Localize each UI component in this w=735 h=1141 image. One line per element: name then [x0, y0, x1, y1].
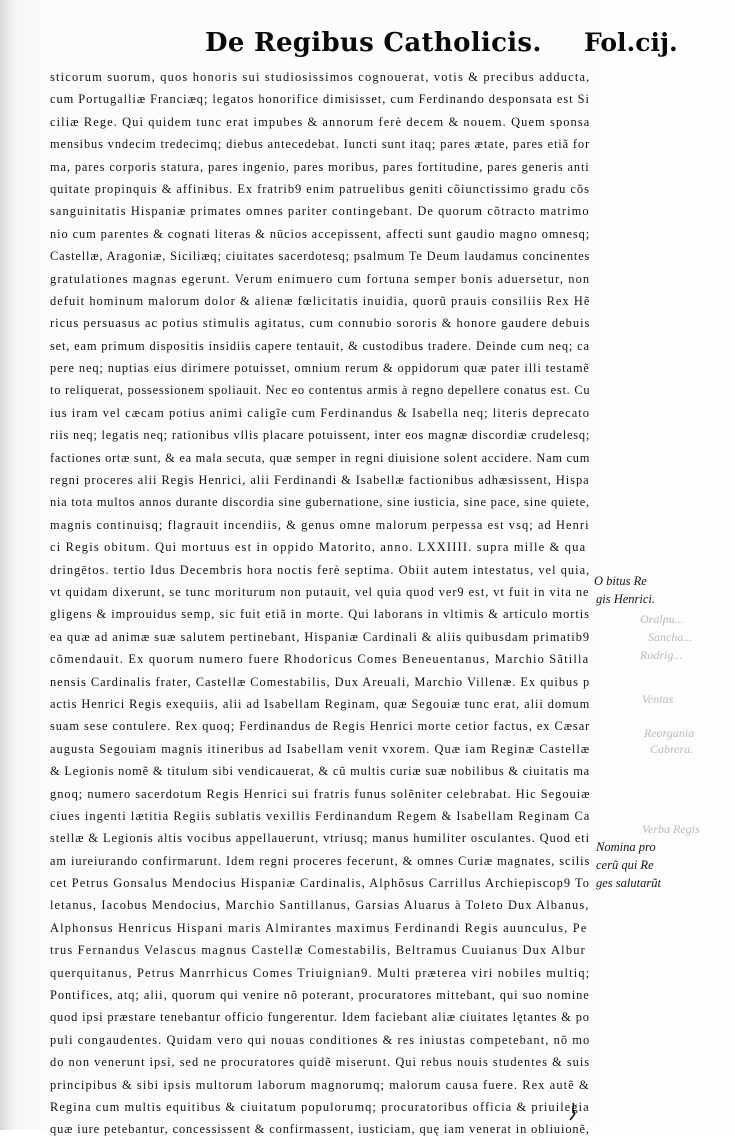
- ink-mark-icon: [566, 1102, 580, 1122]
- text-line: Pontifices, atq; alii, quorum qui venire nõ poterant, procuratores mittebant, qui suo nomine: [50, 988, 590, 1003]
- folio-number: Fol.cij.: [584, 28, 678, 57]
- text-line: gratulationes magnas egerunt. Verum enimuero cum fortuna semper bonis aduersetur, non: [50, 271, 590, 286]
- text-line: ma, pares corporis statura, pares ingenio, pares moribus, pares fortitudine, pares generis anti: [50, 159, 590, 174]
- text-line: quitate propinquis & affinibus. Ex fratrib9 enim patruelibus geniti cõiunctissimo gradu cõs: [50, 181, 590, 196]
- text-line: set, eam primum dispositis insidiis capere tentauit, & custodibus tradere. Deinde cum neq; ca: [50, 338, 590, 353]
- text-line: mensibus vndecim tredecimq; diebus antecedebat. Iuncti sunt itaq; pares ætate, pares etiã for: [50, 137, 590, 152]
- text-line: Alphonsus Henricus Hispani maris Almirantes maximus Ferdinandi Regis auunculus, Pe: [50, 920, 588, 935]
- text-line: am iureiurando confirmarunt. Idem regni proceres fecerunt, & omnes Curiæ magnates, scilis: [50, 853, 590, 868]
- margin-note-obitus-2: gis Henrici.: [596, 592, 656, 606]
- text-line: to reliquerat, possessionem spoliauit. Nec eo contentus armis à regno depellere conatus est. Cu: [50, 383, 590, 398]
- text-line: augusta Segouiam magnis itineribus ad Isabellam venit vxorem. Quæ iam Reginæ Castellæ: [50, 741, 590, 756]
- text-line: & Legionis nomẽ & titulum sibi vendicauerat, & cũ multis curiæ suæ nobilibus & ciuitatis ma: [50, 764, 590, 779]
- text-line: riis neq; legatis neq; rationibus vllis placare potuissent, inter eos magnæ discordiæ crudelesq;: [50, 428, 590, 443]
- text-line: magnis continuisq; flagrauit incendiis, & genus omne malorum perpessa est vsq; ad Henri: [50, 517, 590, 532]
- bleed-note: Oralpu...: [640, 612, 684, 626]
- bleed-note: Rodrig...: [640, 648, 683, 662]
- bleed-note: Ventas: [642, 692, 674, 706]
- margin-note-obitus-1: O bitus Re: [594, 574, 647, 588]
- text-line: regni proceres alii Regis Henrici, alii Ferdinandi & Isabellæ factionibus adhæsissent, Hispa: [50, 473, 590, 488]
- text-line: dringētos. tertio Idus Decembris hora noctis ferè septima. Obiit autem intestatus, vel quia,: [50, 562, 590, 577]
- margin-note-nomina-2: cerũ qui Re: [596, 858, 654, 872]
- text-line: nia tota multos annos durante discordia sine gubernatione, sine iusticia, sine pace, sine quiete,: [50, 495, 590, 510]
- text-line: ci Regis obitum. Qui mortuus est in oppido Matorito, anno. LXXIIII. supra mille & qua: [50, 540, 587, 555]
- text-line: ciues ingenti lætitia Regiis sublatis vexillis Ferdinandum Regem & Isabellam Reginam Ca: [50, 808, 590, 823]
- text-line: factiones ortæ sunt, & ea mala secuta, quæ semper in regni diuisione solent accidere. Nam cum: [50, 450, 590, 465]
- text-line: sticorum suorum, quos honoris sui studiosissimos cognouerat, votis & precibus adducta,: [50, 70, 590, 84]
- text-line: ricus persuasus ac potius stimulis agitatus, cum connubio sororis & honore gaudere debuis: [50, 316, 590, 331]
- running-title: De Regibus Catholicis.: [205, 28, 542, 58]
- text-line: querquitanus, Petrus Manrrhicus Comes Triuignian9. Multi præterea viri nobiles multiq;: [50, 965, 590, 980]
- bleed-note: Sancha...: [648, 630, 693, 644]
- text-line: Regina cum multis equitibus & ciuitatum populorumq; procuratoribus officia & priuilegia: [50, 1099, 590, 1114]
- text-line: actis Henrici Regis exequiis, alii ad Isabellam Reginam, quæ Segouiæ tunc erat, alii domum: [50, 696, 590, 711]
- text-line: ius iram vel cæcam potius animi caligĩe cum Ferdinandus & Isabella neq; literis deprecato: [50, 405, 590, 420]
- text-line: cõmendauit. Ex quorum numero fuere Rhodoricus Comes Beneuentanus, Marchio Sãtilla: [50, 652, 590, 667]
- text-line: gligens & improuidus semp, sic fuit etiã in morte. Qui laborans in vltimis & articulo mortis: [50, 607, 590, 622]
- text-line: defuit hominum malorum dolor & alienæ fœlicitatis inuidia, quorũ prauis consiliis Rex Hẽ: [50, 293, 590, 308]
- bleed-note: Verba Regis: [642, 822, 700, 836]
- text-line: ea quæ ad animæ suæ salutem pertinebant, Hispaniæ Cardinali & aliis quibusdam primatib9: [50, 629, 590, 644]
- text-line: puli congaudentes. Quidam vero qui nouas conditiones & res iniustas competebant, nõ mo: [50, 1032, 590, 1047]
- margin-note-nomina-3: ges salutarũt: [596, 876, 661, 890]
- text-line: trus Fernandus Velascus magnus Castellæ Comestabilis, Beltramus Cuuianus Dux Albur: [50, 943, 586, 958]
- page-header: [0, 28, 735, 68]
- main-text-block: [50, 66, 590, 1141]
- text-line: do non venerunt ipsi, sed ne procuratores quidẽ miserunt. Qui rebus nouis studentes & suis: [50, 1055, 590, 1070]
- text-line: cet Petrus Gonsalus Mendocius Hispaniæ Cardinalis, Alphõsus Carrillus Archiepiscop9 To: [50, 876, 590, 891]
- text-line: cum Portugalliæ Franciæq; legatos honorifice dimisisset, cum Ferdinando desponsata est Si: [50, 92, 590, 107]
- text-line: sanguinitatis Hispaniæ primates omnes pariter contingebant. De quorum cõtracto matrimo: [50, 204, 590, 219]
- text-line: gnoq; numero sacerdotum Regis Henrici sui fratris funus solẽniter celebrabat. Hic Segouiæ: [50, 786, 590, 801]
- text-line: letanus, Iacobus Mendocius, Marchio Santillanus, Garsias Aluarus à Toleto Dux Albanus,: [50, 898, 590, 913]
- text-line: nio cum parentes & cognati literas & nūcios accepissent, affecti sunt gaudio magno omnesq;: [50, 226, 590, 241]
- margin-note-nomina-1: Nomina pro: [596, 840, 656, 854]
- text-line: quod ipsi præstare tenebantur officio fungerentur. Idem faciebant aliæ ciuitates lętantes & po: [50, 1010, 590, 1025]
- text-line: Castellæ, Aragoniæ, Siciliæq; ciuitates sacerdotesq; psalmum Te Deum laudamus concinentes: [50, 249, 590, 264]
- text-line: quæ iure petebantur, concessissent & confirmassent, iusticiam, quę iam venerat in obliuionẽ,: [50, 1122, 590, 1137]
- text-line: nensis Cardinalis frater, Castellæ Comestabilis, Dux Areuali, Marchio Villenæ. Ex quibus p: [50, 674, 590, 689]
- text-line: vt quidam dixerunt, se tunc moriturum non putauit, vel quia quod ver9 est, vt fuit in vita ne: [50, 584, 590, 599]
- text-line: pere neq; nuptias eius dirimere potuisset, omnium rerum & oppidorum quæ pater illi testamẽ: [50, 361, 590, 376]
- text-line: suam sese contulere. Rex quoq; Ferdinandus de Regis Henrici morte cetior factus, ex Cæsar: [50, 719, 590, 734]
- text-line: ciliæ Rege. Qui quidem tunc erat impubes & annorum ferè decem & nouem. Quem sponsa: [50, 114, 590, 129]
- bleed-note: Reorgania: [644, 726, 695, 740]
- text-line: stellæ & Legionis altis vocibus appellauerunt, vtriusq; manus humiliter osculantes. Quod eti: [50, 831, 590, 846]
- text-line: principibus & sibi ipsis multorum laborum magnorumq; malorum causa fuere. Rex autẽ &: [50, 1077, 590, 1092]
- bleed-note: Cabrera.: [650, 742, 694, 756]
